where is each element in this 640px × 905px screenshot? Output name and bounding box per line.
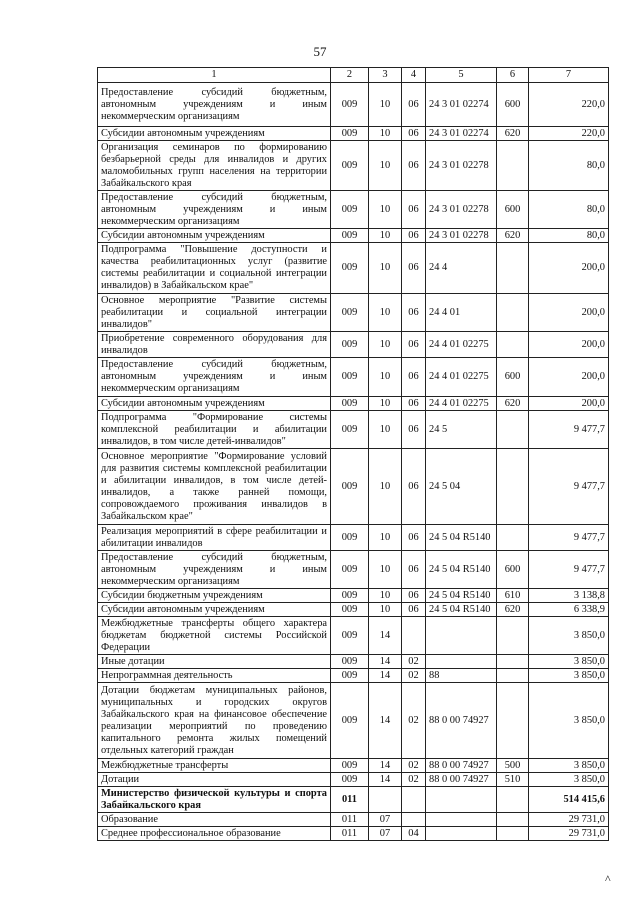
row-expense-type-cell [497, 449, 529, 525]
table-row [98, 827, 609, 841]
row-target-cell [426, 655, 497, 669]
row-target-cell: 24 5 04 [426, 449, 497, 525]
row-amount-cell: 200,0 [529, 294, 609, 332]
row-code-cell: 009 [331, 683, 369, 759]
table-row [98, 773, 609, 787]
row-name-cell: Предоставление субсидий бюджетным, автономным учреждениям и иным некоммерческим организациям [98, 551, 331, 589]
row-target-cell: 24 5 04 R5140 [426, 589, 497, 603]
table-row [98, 449, 609, 525]
row-code-cell: 009 [331, 655, 369, 669]
header-cell: 3 [369, 68, 402, 83]
row-subsection-cell: 06 [402, 603, 426, 617]
row-code-cell: 009 [331, 551, 369, 589]
row-code-cell: 009 [331, 358, 369, 397]
row-subsection-cell: 06 [402, 358, 426, 397]
row-name-cell: Основное мероприятие "Развитие системы реабилитации и социальной интеграции инвалидов" [98, 294, 331, 332]
table-row [98, 332, 609, 358]
row-section-cell: 14 [369, 759, 402, 773]
header-cell: 1 [98, 68, 331, 83]
table-row [98, 127, 609, 141]
row-target-cell: 24 4 01 02275 [426, 332, 497, 358]
row-code-cell: 009 [331, 589, 369, 603]
row-section-cell: 10 [369, 83, 402, 127]
row-expense-type-cell: 600 [497, 358, 529, 397]
table-header-row [98, 68, 609, 83]
row-section-cell: 10 [369, 141, 402, 191]
row-expense-type-cell: 620 [497, 229, 529, 243]
row-subsection-cell: 06 [402, 83, 426, 127]
row-code-cell: 009 [331, 294, 369, 332]
row-name-cell: Министерство физической культуры и спорта Забайкальского края [98, 787, 331, 813]
row-amount-cell: 200,0 [529, 332, 609, 358]
row-subsection-cell: 06 [402, 525, 426, 551]
row-section-cell: 10 [369, 358, 402, 397]
row-name-cell: Подпрограмма "Формирование системы комплексной реабилитации и абилитации инвалидов, в том числе детей-инвалидов" [98, 411, 331, 449]
row-subsection-cell: 06 [402, 397, 426, 411]
row-section-cell [369, 787, 402, 813]
header-cell: 2 [331, 68, 369, 83]
row-code-cell: 009 [331, 229, 369, 243]
row-section-cell: 07 [369, 827, 402, 841]
row-target-cell [426, 787, 497, 813]
row-name-cell: Приобретение современного оборудования для инвалидов [98, 332, 331, 358]
footer-mark: ^ [605, 872, 611, 886]
row-name-cell: Предоставление субсидий бюджетным, автономным учреждениям и иным некоммерческим организациям [98, 358, 331, 397]
row-amount-cell: 3 850,0 [529, 683, 609, 759]
row-amount-cell: 200,0 [529, 358, 609, 397]
row-section-cell: 14 [369, 617, 402, 655]
row-amount-cell: 80,0 [529, 141, 609, 191]
table-row [98, 759, 609, 773]
row-target-cell: 24 3 01 02274 [426, 83, 497, 127]
row-code-cell: 009 [331, 759, 369, 773]
row-name-cell: Дотации бюджетам муниципальных районов, муниципальных и городских округов Забайкальского края на финансовое обеспечение реализации мероприятий по проведению капитального ремонта жилых помещений отдельных категорий граждан [98, 683, 331, 759]
row-expense-type-cell [497, 617, 529, 655]
row-name-cell: Подпрограмма "Повышение доступности и качества реабилитационных услуг (развитие системы реабилитации и социальной интеграции инвалидов) в Забайкальском крае" [98, 243, 331, 294]
row-section-cell: 10 [369, 191, 402, 229]
row-amount-cell: 3 850,0 [529, 617, 609, 655]
row-subsection-cell: 06 [402, 411, 426, 449]
row-amount-cell: 3 138,8 [529, 589, 609, 603]
row-name-cell: Субсидии автономным учреждениям [98, 127, 331, 141]
table-row [98, 294, 609, 332]
row-name-cell: Субсидии автономным учреждениям [98, 397, 331, 411]
row-subsection-cell: 06 [402, 294, 426, 332]
row-code-cell: 009 [331, 449, 369, 525]
row-subsection-cell: 06 [402, 191, 426, 229]
row-amount-cell: 9 477,7 [529, 525, 609, 551]
row-expense-type-cell [497, 294, 529, 332]
row-target-cell: 24 4 01 [426, 294, 497, 332]
header-cell: 4 [402, 68, 426, 83]
row-section-cell: 10 [369, 525, 402, 551]
row-expense-type-cell: 620 [497, 397, 529, 411]
row-code-cell: 009 [331, 397, 369, 411]
row-code-cell: 009 [331, 243, 369, 294]
row-target-cell [426, 827, 497, 841]
row-subsection-cell: 02 [402, 759, 426, 773]
row-expense-type-cell [497, 332, 529, 358]
row-subsection-cell: 02 [402, 669, 426, 683]
row-section-cell: 10 [369, 127, 402, 141]
row-subsection-cell: 06 [402, 449, 426, 525]
row-target-cell [426, 617, 497, 655]
row-code-cell: 009 [331, 83, 369, 127]
row-amount-cell: 220,0 [529, 83, 609, 127]
row-target-cell: 24 3 01 02274 [426, 127, 497, 141]
row-expense-type-cell: 600 [497, 83, 529, 127]
row-amount-cell: 200,0 [529, 243, 609, 294]
row-subsection-cell: 06 [402, 332, 426, 358]
row-section-cell: 14 [369, 669, 402, 683]
row-expense-type-cell: 500 [497, 759, 529, 773]
row-amount-cell: 9 477,7 [529, 449, 609, 525]
row-subsection-cell: 02 [402, 773, 426, 787]
table-row [98, 83, 609, 127]
header-cell: 7 [529, 68, 609, 83]
table-row [98, 603, 609, 617]
row-subsection-cell: 06 [402, 551, 426, 589]
row-code-cell: 009 [331, 411, 369, 449]
table-row [98, 525, 609, 551]
row-subsection-cell: 06 [402, 127, 426, 141]
row-target-cell: 88 0 00 74927 [426, 773, 497, 787]
row-target-cell: 88 0 00 74927 [426, 683, 497, 759]
table-row [98, 589, 609, 603]
row-code-cell: 011 [331, 813, 369, 827]
row-expense-type-cell: 600 [497, 191, 529, 229]
row-name-cell: Основное мероприятие "Формирование условий для развития системы комплексной реабилитации и абилитации инвалидов, в том числе детей-инвалидов, а также ранней помощи, сопровождаемого проживания инвалидов в Забайкальском крае" [98, 449, 331, 525]
row-name-cell: Предоставление субсидий бюджетным, автономным учреждениям и иным некоммерческим организациям [98, 191, 331, 229]
row-section-cell: 14 [369, 773, 402, 787]
row-code-cell: 009 [331, 773, 369, 787]
row-amount-cell: 80,0 [529, 191, 609, 229]
header-cell: 5 [426, 68, 497, 83]
row-name-cell: Иные дотации [98, 655, 331, 669]
row-amount-cell: 3 850,0 [529, 759, 609, 773]
row-amount-cell: 6 338,9 [529, 603, 609, 617]
row-code-cell: 009 [331, 525, 369, 551]
row-name-cell: Образование [98, 813, 331, 827]
row-name-cell: Субсидии бюджетным учреждениям [98, 589, 331, 603]
table-row [98, 411, 609, 449]
row-section-cell: 07 [369, 813, 402, 827]
row-target-cell: 24 5 [426, 411, 497, 449]
row-subsection-cell [402, 617, 426, 655]
row-name-cell: Среднее профессиональное образование [98, 827, 331, 841]
row-amount-cell: 220,0 [529, 127, 609, 141]
row-target-cell: 24 4 01 02275 [426, 358, 497, 397]
row-amount-cell: 514 415,6 [529, 787, 609, 813]
row-name-cell: Предоставление субсидий бюджетным, автономным учреждениям и иным некоммерческим организациям [98, 83, 331, 127]
row-expense-type-cell [497, 525, 529, 551]
row-code-cell: 009 [331, 603, 369, 617]
table-row [98, 191, 609, 229]
row-subsection-cell: 06 [402, 229, 426, 243]
row-section-cell: 10 [369, 294, 402, 332]
row-subsection-cell: 02 [402, 655, 426, 669]
row-expense-type-cell: 610 [497, 589, 529, 603]
row-section-cell: 10 [369, 551, 402, 589]
table-row [98, 141, 609, 191]
row-code-cell: 009 [331, 332, 369, 358]
row-target-cell: 24 5 04 R5140 [426, 525, 497, 551]
row-section-cell: 10 [369, 397, 402, 411]
row-name-cell: Непрограммная деятельность [98, 669, 331, 683]
row-code-cell: 009 [331, 669, 369, 683]
table-row [98, 617, 609, 655]
row-code-cell: 011 [331, 787, 369, 813]
row-target-cell: 24 3 01 02278 [426, 229, 497, 243]
row-amount-cell: 200,0 [529, 397, 609, 411]
row-name-cell: Организация семинаров по формированию безбарьерной среды для инвалидов и других маломобильных групп населения на территории Забайкальского края [98, 141, 331, 191]
row-code-cell: 009 [331, 617, 369, 655]
row-expense-type-cell: 600 [497, 551, 529, 589]
row-name-cell: Реализация мероприятий в сфере реабилитации и абилитации инвалидов [98, 525, 331, 551]
table-row [98, 551, 609, 589]
row-expense-type-cell [497, 787, 529, 813]
row-target-cell: 24 4 01 02275 [426, 397, 497, 411]
row-expense-type-cell [497, 243, 529, 294]
table-row [98, 243, 609, 294]
row-expense-type-cell: 510 [497, 773, 529, 787]
row-amount-cell: 3 850,0 [529, 655, 609, 669]
row-expense-type-cell [497, 411, 529, 449]
row-expense-type-cell: 620 [497, 603, 529, 617]
row-subsection-cell [402, 787, 426, 813]
budget-table [97, 67, 609, 841]
row-expense-type-cell [497, 683, 529, 759]
row-target-cell: 24 3 01 02278 [426, 191, 497, 229]
row-expense-type-cell [497, 669, 529, 683]
row-section-cell: 10 [369, 411, 402, 449]
row-subsection-cell: 02 [402, 683, 426, 759]
table-row [98, 397, 609, 411]
row-section-cell: 14 [369, 655, 402, 669]
row-code-cell: 009 [331, 141, 369, 191]
table-row [98, 683, 609, 759]
row-section-cell: 10 [369, 589, 402, 603]
row-expense-type-cell [497, 655, 529, 669]
row-amount-cell: 9 477,7 [529, 551, 609, 589]
row-target-cell: 24 5 04 R5140 [426, 551, 497, 589]
row-expense-type-cell: 620 [497, 127, 529, 141]
table-row [98, 655, 609, 669]
row-expense-type-cell [497, 141, 529, 191]
row-code-cell: 009 [331, 191, 369, 229]
row-section-cell: 10 [369, 603, 402, 617]
row-target-cell: 24 3 01 02278 [426, 141, 497, 191]
row-section-cell: 10 [369, 243, 402, 294]
row-subsection-cell [402, 813, 426, 827]
row-amount-cell: 29 731,0 [529, 827, 609, 841]
row-name-cell: Межбюджетные трансферты общего характера бюджетам бюджетной системы Российской Федерации [98, 617, 331, 655]
row-target-cell: 24 4 [426, 243, 497, 294]
row-section-cell: 14 [369, 683, 402, 759]
row-section-cell: 10 [369, 449, 402, 525]
table-row-ministry [98, 787, 609, 813]
row-target-cell: 88 0 00 74927 [426, 759, 497, 773]
row-section-cell: 10 [369, 332, 402, 358]
row-target-cell: 88 [426, 669, 497, 683]
row-target-cell: 24 5 04 R5140 [426, 603, 497, 617]
row-target-cell [426, 813, 497, 827]
row-name-cell: Межбюджетные трансферты [98, 759, 331, 773]
row-amount-cell: 80,0 [529, 229, 609, 243]
row-expense-type-cell [497, 813, 529, 827]
row-amount-cell: 29 731,0 [529, 813, 609, 827]
table-row [98, 669, 609, 683]
table-row [98, 229, 609, 243]
row-amount-cell: 3 850,0 [529, 669, 609, 683]
row-code-cell: 009 [331, 127, 369, 141]
row-subsection-cell: 06 [402, 141, 426, 191]
row-amount-cell: 3 850,0 [529, 773, 609, 787]
table-row [98, 358, 609, 397]
row-section-cell: 10 [369, 229, 402, 243]
row-amount-cell: 9 477,7 [529, 411, 609, 449]
page-number: 57 [313, 44, 327, 59]
table-row [98, 813, 609, 827]
row-subsection-cell: 06 [402, 589, 426, 603]
row-subsection-cell: 04 [402, 827, 426, 841]
row-name-cell: Субсидии автономным учреждениям [98, 229, 331, 243]
row-code-cell: 011 [331, 827, 369, 841]
row-expense-type-cell [497, 827, 529, 841]
row-name-cell: Дотации [98, 773, 331, 787]
row-name-cell: Субсидии автономным учреждениям [98, 603, 331, 617]
header-cell: 6 [497, 68, 529, 83]
row-subsection-cell: 06 [402, 243, 426, 294]
